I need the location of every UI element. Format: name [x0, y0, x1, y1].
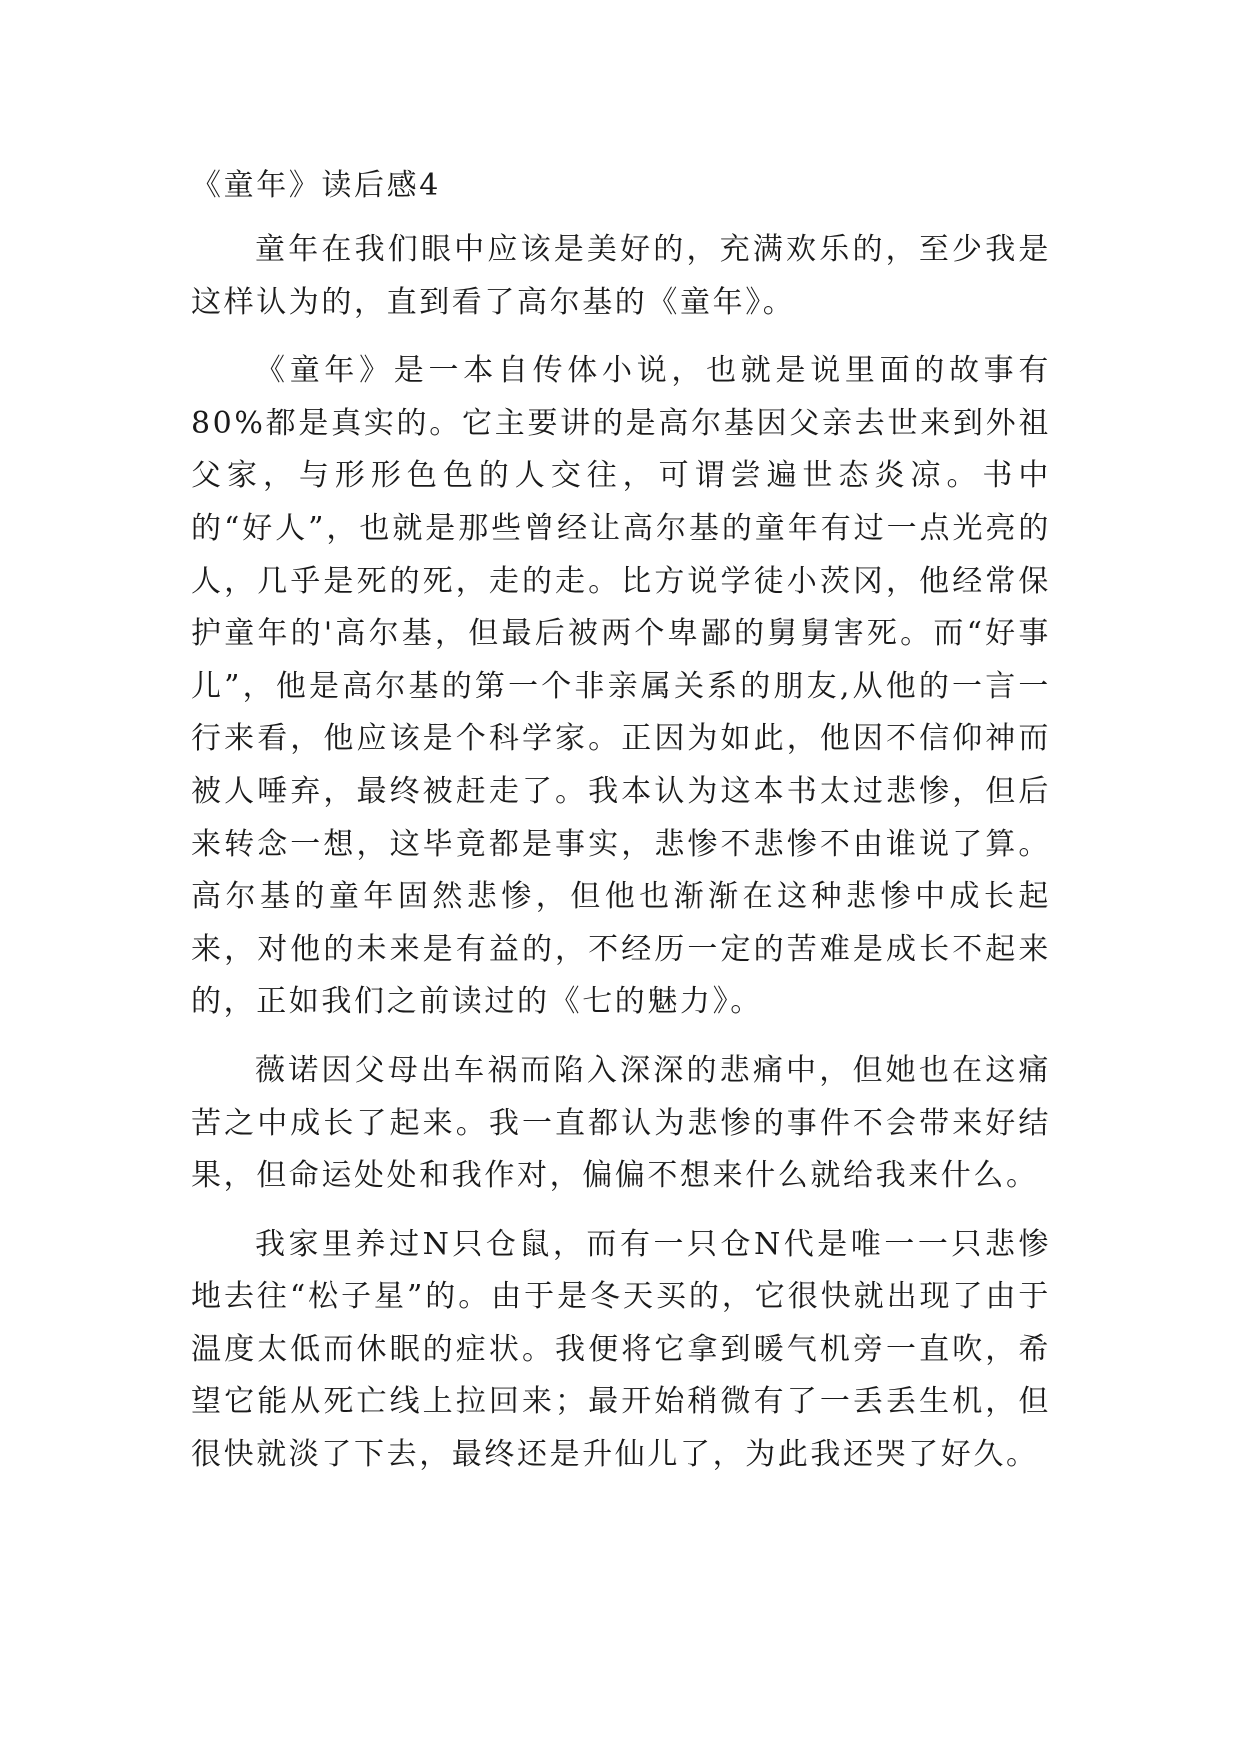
paragraph-2: 《童年》是一本自传体小说，也就是说里面的故事有80%都是真实的。它主要讲的是高尔基因父亲去世来到外祖父家，与形形色色的人交往，可谓尝遍世态炎凉。书中的“好人”，也就是那些曾经让高尔基的童年有过一点光亮的人，几乎是死的死，走的走。比方说学徒小茨冈，他经常保护童年的'高尔基，但最后被两个卑鄙的舅舅害死。而“好事儿”，他是高尔基的第一个非亲属关系的朋友,从他的一言一行来看，他应该是个科学家。正因为如此，他因不信仰神而被人唾弃，最终被赶走了。我本认为这本书太过悲惨，但后来转念一想，这毕竟都是事实，悲惨不悲惨不由谁说了算。高尔基的童年固然悲惨，但他也渐渐在这种悲惨中成长起来，对他的未来是有益的，不经历一定的苦难是成长不起来的，正如我们之前读过的《七的魅力》。 — [191, 353, 1051, 1020]
document-title: 《童年》读后感4 — [191, 168, 441, 203]
document-body — [191, 160, 1051, 1498]
paragraph-1: 童年在我们眼中应该是美好的，充满欢乐的，至少我是这样认为的，直到看了高尔基的《童年》。 — [191, 232, 1051, 320]
paragraph-3: 薇诺因父母出车祸而陷入深深的悲痛中，但她也在这痛苦之中成长了起来。我一直都认为悲惨的事件不会带来好结果，但命运处处和我作对，偏偏不想来什么就给我来什么。 — [191, 1052, 1051, 1194]
paragraph-4: 我家里养过N只仓鼠，而有一只仓N代是唯一一只悲惨地去往“松子星”的。由于是冬天买的，它很快就出现了由于温度太低而休眠的症状。我便将它拿到暖气机旁一直吹，希望它能从死亡线上拉回来；最开始稍微有了一丢丢生机，但很快就淡了下去，最终还是升仙儿了，为此我还哭了好久。 — [191, 1226, 1051, 1473]
